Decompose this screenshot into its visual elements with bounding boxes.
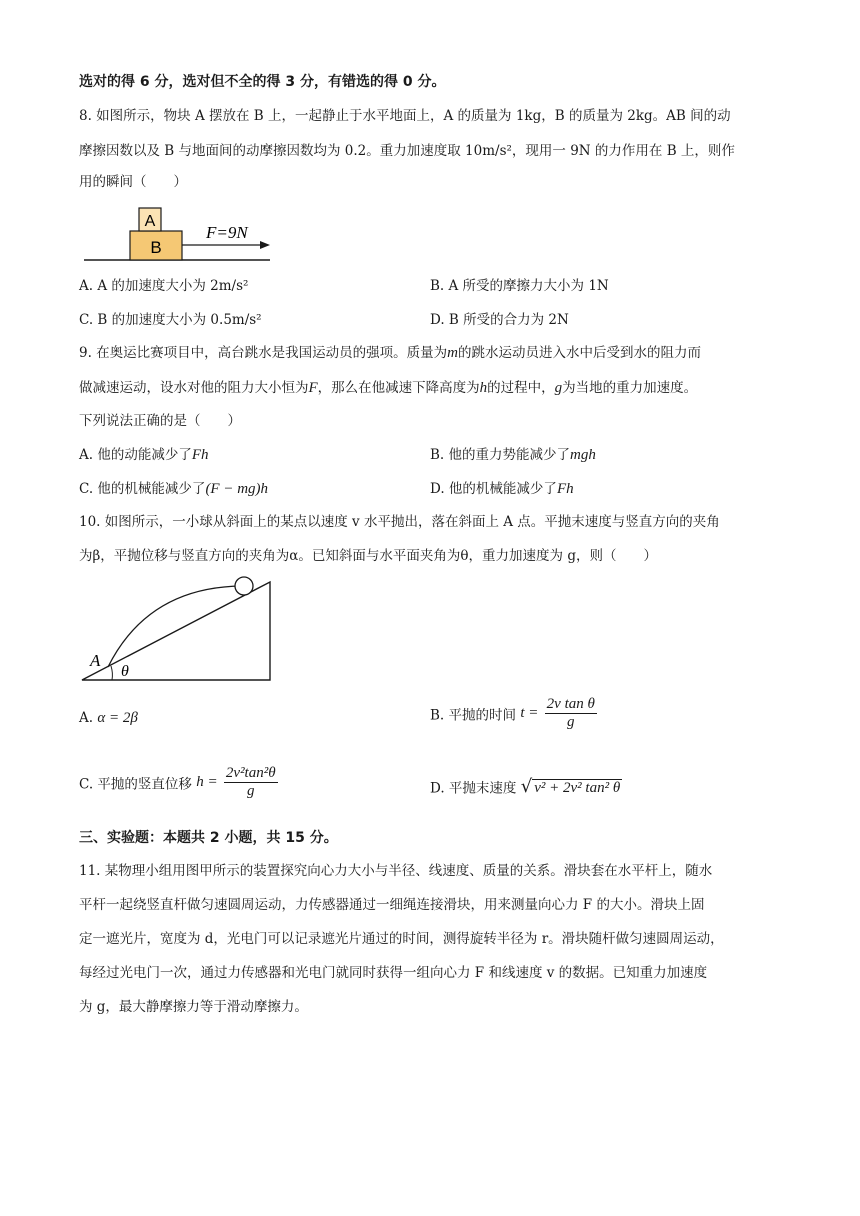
q10-figure <box>78 572 274 684</box>
option-math: mgh <box>570 447 596 463</box>
option-math: (F − mg)h <box>205 481 269 497</box>
q10-stem-line1: 10. 如图所示，一小球从斜面上的某点以速度 v 水平抛出，落在斜面上 A 点。平抛末速度与竖直方向的夹角 <box>79 514 720 530</box>
fraction <box>224 765 278 800</box>
q8-option-a[interactable]: A. A 的加速度大小为 2m/s² <box>79 278 249 294</box>
q9-option-c[interactable] <box>79 479 268 499</box>
point-a-label: A <box>90 651 101 670</box>
q11-stem-line3: 定一遮光片，宽度为 d，光电门可以记录遮光片通过的时间，测得旋转半径为 r。滑块随杆做匀速圆周运动， <box>79 931 724 947</box>
block-a-label: A <box>144 213 156 230</box>
q9-var-m: m <box>447 345 459 361</box>
force-arrowhead <box>260 241 270 249</box>
q9-stem-line3: 下列说法正确的是（ ） <box>79 413 241 429</box>
option-label: B. 平抛的时间 <box>430 707 517 724</box>
q9-var-g: g <box>554 380 563 396</box>
q8-option-d[interactable]: D. B 所受的合力为 2N <box>430 312 569 328</box>
q11-stem-line1: 11. 某物理小组用图甲所示的装置探究向心力大小与半径、线速度、质量的关系。滑块套在水平杆上，随水 <box>79 863 713 879</box>
option-label: B. 他的重力势能减少了 <box>430 447 571 463</box>
q9-text: ，那么在他减速下降高度为 <box>317 380 480 396</box>
q10-option-a[interactable] <box>79 708 138 728</box>
section3-title: 三、实验题：本题共 2 小题，共 15 分。 <box>79 830 338 846</box>
q9-text: 9. 在奥运比赛项目中，高台跳水是我国运动员的强项。质量为 <box>79 345 448 361</box>
q8-stem-line1: 8. 如图所示，物块 A 摆放在 B 上，一起静止于水平地面上，A 的质量为 1kg，B 的质量为 2kg。AB 间的动 <box>79 108 731 124</box>
fraction <box>545 696 597 731</box>
q11-stem-line2: 平杆一起绕竖直杆做匀速圆周运动，力传感器通过一细绳连接滑块，用来测量向心力 F 的大小。滑块上固 <box>79 897 705 913</box>
q10-option-c[interactable] <box>79 765 280 800</box>
option-label: A. 他的动能减少了 <box>79 447 192 463</box>
section-scoring-note: 选对的得 6 分，选对但不全的得 3 分，有错选的得 0 分。 <box>79 74 446 90</box>
incline-triangle <box>82 582 270 680</box>
q9-option-d[interactable] <box>430 479 574 499</box>
q9-stem-line2 <box>79 378 697 398</box>
fraction-numerator: 2v²tan²θ <box>225 765 276 781</box>
angle-arc <box>111 666 112 680</box>
fraction-denominator: g <box>567 714 575 730</box>
option-label: D. 他的机械能减少了 <box>430 481 557 497</box>
option-label: C. 他的机械能减少了 <box>79 481 206 497</box>
q9-option-a[interactable] <box>79 445 209 465</box>
trajectory-curve <box>108 586 242 667</box>
q8-option-b[interactable]: B. A 所受的摩擦力大小为 1N <box>430 278 609 294</box>
q9-var-h: h <box>479 380 488 396</box>
ball <box>235 577 253 595</box>
q9-text: 为当地的重力加速度。 <box>562 380 698 396</box>
q11-stem-line5: 为 g，最大静摩擦力等于滑动摩擦力。 <box>79 999 308 1015</box>
sqrt-sign: √ <box>520 776 533 797</box>
q8-figure <box>84 204 274 266</box>
q9-text: 的过程中， <box>487 380 555 396</box>
option-math: Fh <box>191 447 209 463</box>
q9-text: 做减速运动，设水对他的阻力大小恒为 <box>79 380 309 396</box>
option-label: A. <box>79 710 94 726</box>
sqrt-expression <box>521 776 622 797</box>
q10-option-b[interactable] <box>430 696 599 731</box>
sqrt-radicand: v² + 2v² tan² θ <box>534 780 621 796</box>
q11-stem-line4: 每经过光电门一次，通过力传感器和光电门就同时获得一组向心力 F 和线速度 v 的数据。已知重力加速度 <box>79 965 708 981</box>
q10-option-d[interactable] <box>430 776 622 797</box>
q9-var-F: F <box>308 380 318 396</box>
force-label: F=9N <box>206 223 248 242</box>
q8-stem-line2: 摩擦因数以及 B 与地面间的动摩擦因数均为 0.2。重力加速度取 10m/s²，现用一 9N 的力作用在 B 上，则作 <box>79 143 735 159</box>
fraction-denominator: g <box>247 783 255 799</box>
fraction-numerator: 2v tan θ <box>546 696 595 712</box>
option-math: Fh <box>556 481 574 497</box>
option-label: D. 平抛末速度 <box>430 780 517 797</box>
q10-stem-line2: 为β，平抛位移与竖直方向的夹角为α。已知斜面与水平面夹角为θ，重力加速度为 g，则（ ） <box>79 548 657 564</box>
option-lhs: t = <box>520 705 539 721</box>
block-b-label: B <box>150 238 162 257</box>
q9-text: 的跳水运动员进入水中后受到水的阻力而 <box>458 345 702 361</box>
q9-option-b[interactable] <box>430 445 596 465</box>
q9-stem-line1 <box>79 343 701 363</box>
theta-label: θ <box>121 663 129 680</box>
option-math: α = 2β <box>97 710 138 726</box>
q8-stem-line3: 用的瞬间（ ） <box>79 174 187 190</box>
option-label: C. 平抛的竖直位移 <box>79 776 192 793</box>
option-lhs: h = <box>196 774 218 790</box>
q8-option-c[interactable]: C. B 的加速度大小为 0.5m/s² <box>79 312 262 328</box>
